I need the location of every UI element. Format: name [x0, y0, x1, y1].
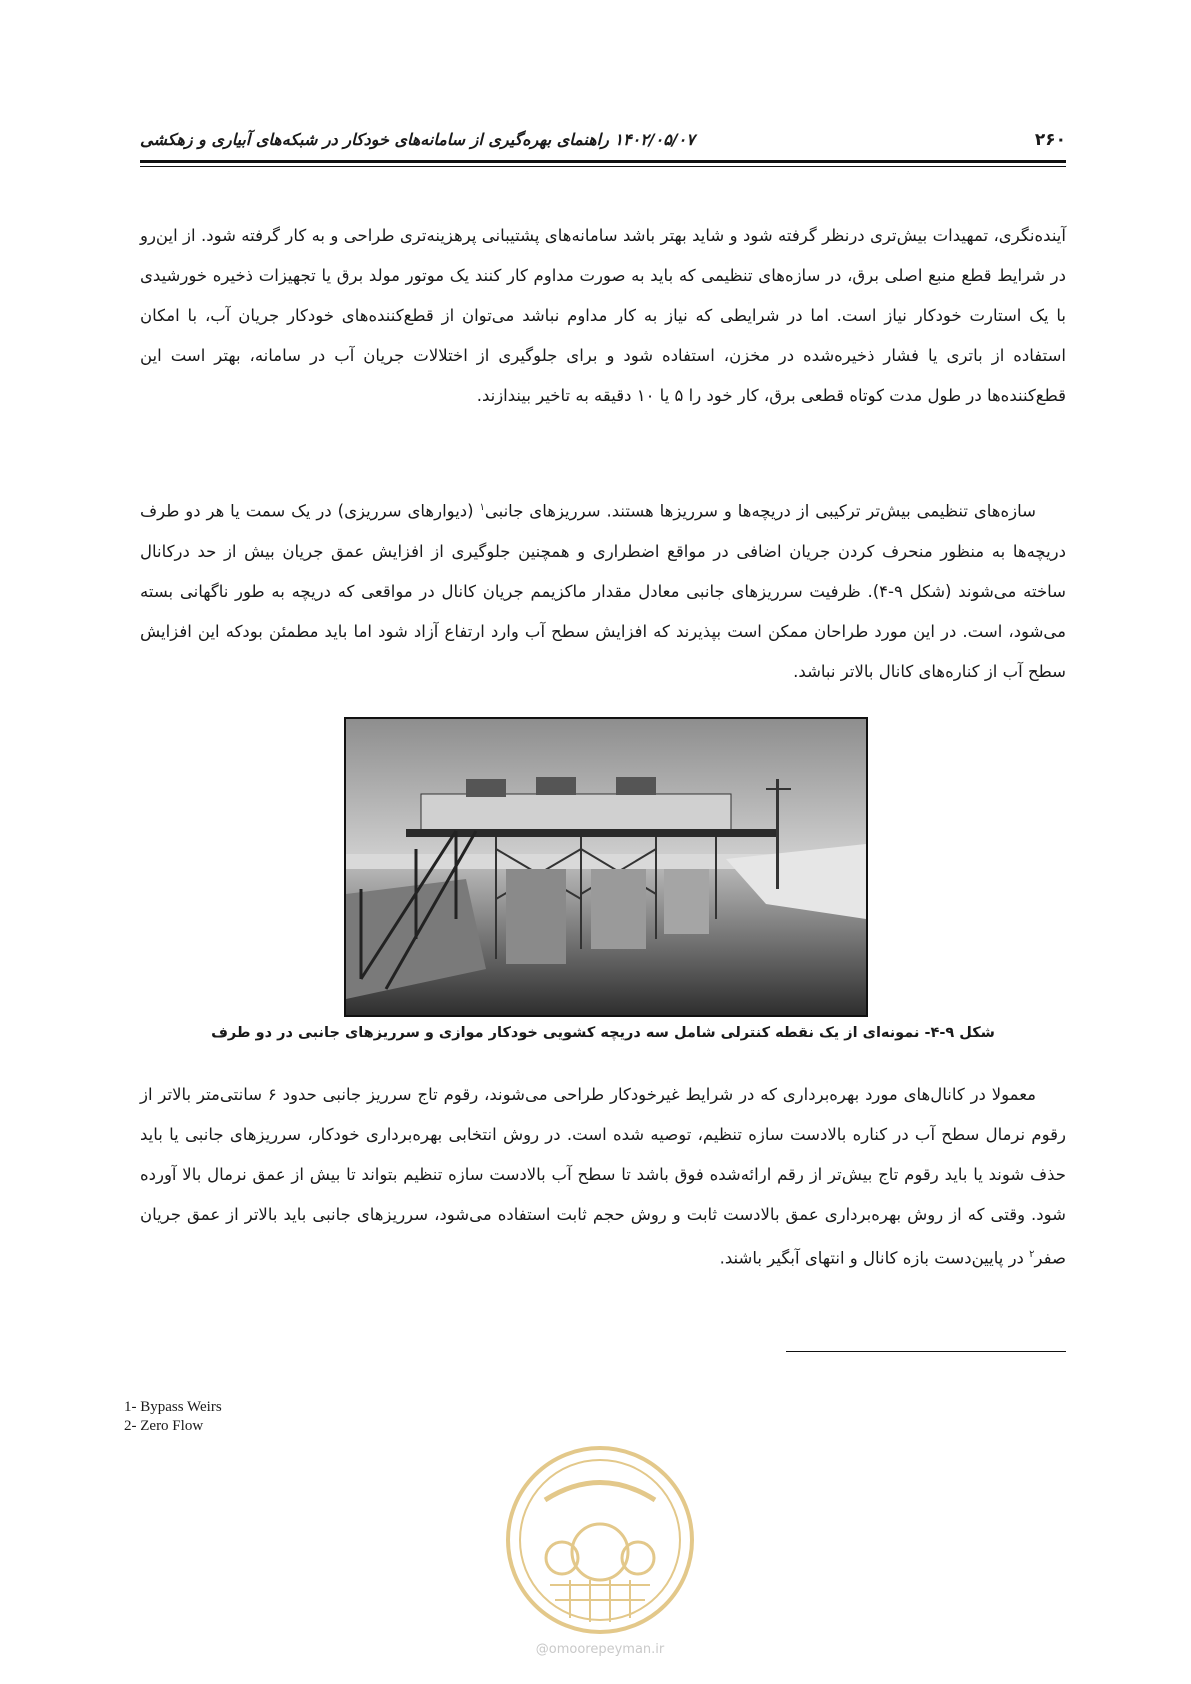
footnote-1: 1- Bypass Weirs: [124, 1399, 222, 1415]
figure-caption: شکل ۹-۴- نمونه‌ای از یک نقطه کنترلی شامل سه دریچه کشویی خودکار موازی و سرریزهای جانبی در دو طرف: [211, 1025, 995, 1041]
page-number: ۲۶۰: [1034, 130, 1066, 150]
footnote-2: 2- Zero Flow: [124, 1418, 204, 1434]
paragraph-2-text-a: سازه‌های تنظیمی بیش‌تر ترکیبی از دریچه‌ها و سرریزها هستند. سرریزهای جانبی: [484, 501, 1036, 521]
paragraph-3: [140, 1075, 1066, 1279]
footnote-ref-1: ۱: [479, 502, 485, 513]
paragraph-1: آینده‌نگری، تمهیدات بیش‌تری درنظر گرفته شود و شاید بهتر باشد سامانه‌های پشتیبانی پرهزینه‌تری طراحی و به کار گرفته شود. از این‌رو در شرایط قطع منبع اصلی برق، در سازه‌های تنظیمی که باید به صورت مداوم کار کنند یک موتور مولد برق یا تجهیزات ذخیره خورشیدی با یک استارت خودکار نیاز است. اما در شرایطی که نیاز به کار مداوم نباشد می‌توان از قطع‌کننده‌های خودکار جریان آب، با امکان استفاده از باتری یا فشار ذخیره‌شده در مخزن، استفاده شود و برای جلوگیری از اختلالات جریان آب در سامانه، بهتر است این قطع‌کننده‌ها در طول مدت کوتاه قطعی برق، کار خود را ۵ یا ۱۰ دقیقه به تاخیر بیندازند.: [140, 226, 1066, 405]
footnotes: [124, 1398, 222, 1436]
page-header: [140, 128, 1066, 156]
control-structure-photo: [346, 719, 866, 1015]
footnote-ref-2: ۲: [1029, 1249, 1035, 1260]
running-title: ۱۴۰۲/۰۵/۰۷ راهنمای بهره‌گیری از سامانه‌های خودکار در شبکه‌های آبیاری و زهکشی: [140, 130, 695, 149]
watermark-logo: [500, 1440, 700, 1660]
header-rule: [140, 160, 1066, 163]
watermark-url: @omoorepeyman.ir: [535, 1642, 665, 1657]
paragraph-3-text-b: در پایین‌دست بازه کانال و انتهای آبگیر باشند.: [719, 1248, 1030, 1268]
header-rule-thin: [140, 166, 1066, 167]
paragraph-2-text-b: (دیوارهای سرریزی) در یک سمت یا هر دو طرف دریچه‌ها به منظور منحرف کردن جریان اضافی در مواقع اضطراری و همچنین جلوگیری از افزایش عمق جریان بیش از حد درکانال ساخته می‌شوند (شکل ۹-۴). ظرفیت سرریزهای جانبی معادل مقدار ماکزیمم جریان کانال در مواقعی که دریچه به طور ناگهانی بسته می‌شود، است. در این مورد طراحان ممکن است بپذیرند که افزایش سطح آب وارد ارتفاع آزاد شود اما باید مطمئن بودکه این افزایش سطح آب از کناره‌های کانال بالاتر نباشد.: [140, 501, 1066, 681]
paragraph-3-text-a: معمولا در کانال‌های مورد بهره‌برداری که در شرایط غیرخودکار طراحی می‌شوند، رقوم تاج سرریز جانبی حدود ۶ سانتی‌متر بالاتر از رقوم نرمال سطح آب در کناره بالادست سازه تنظیم، توصیه شده است. در روش انتخابی بهره‌برداری خودکار، سرریزهای جانبی یا باید حذف شوند یا باید رقوم تاج بیش‌تر از رقم ارائه‌شده فوق باشد تا سطح آب بالادست سازه تنظیم بتواند تا بیش از عمق نرمال بالا آورده شود. وقتی که از روش بهره‌برداری عمق بالادست ثابت و روش حجم ثابت استفاده می‌شود، سرریزهای جانبی باید بالاتر از عمق جریان صفر: [140, 1085, 1066, 1268]
watermark-seal-icon: [500, 1440, 700, 1640]
footnote-rule: [786, 1351, 1066, 1352]
paragraph-2: [140, 488, 1066, 692]
figure-photo: [344, 717, 868, 1017]
